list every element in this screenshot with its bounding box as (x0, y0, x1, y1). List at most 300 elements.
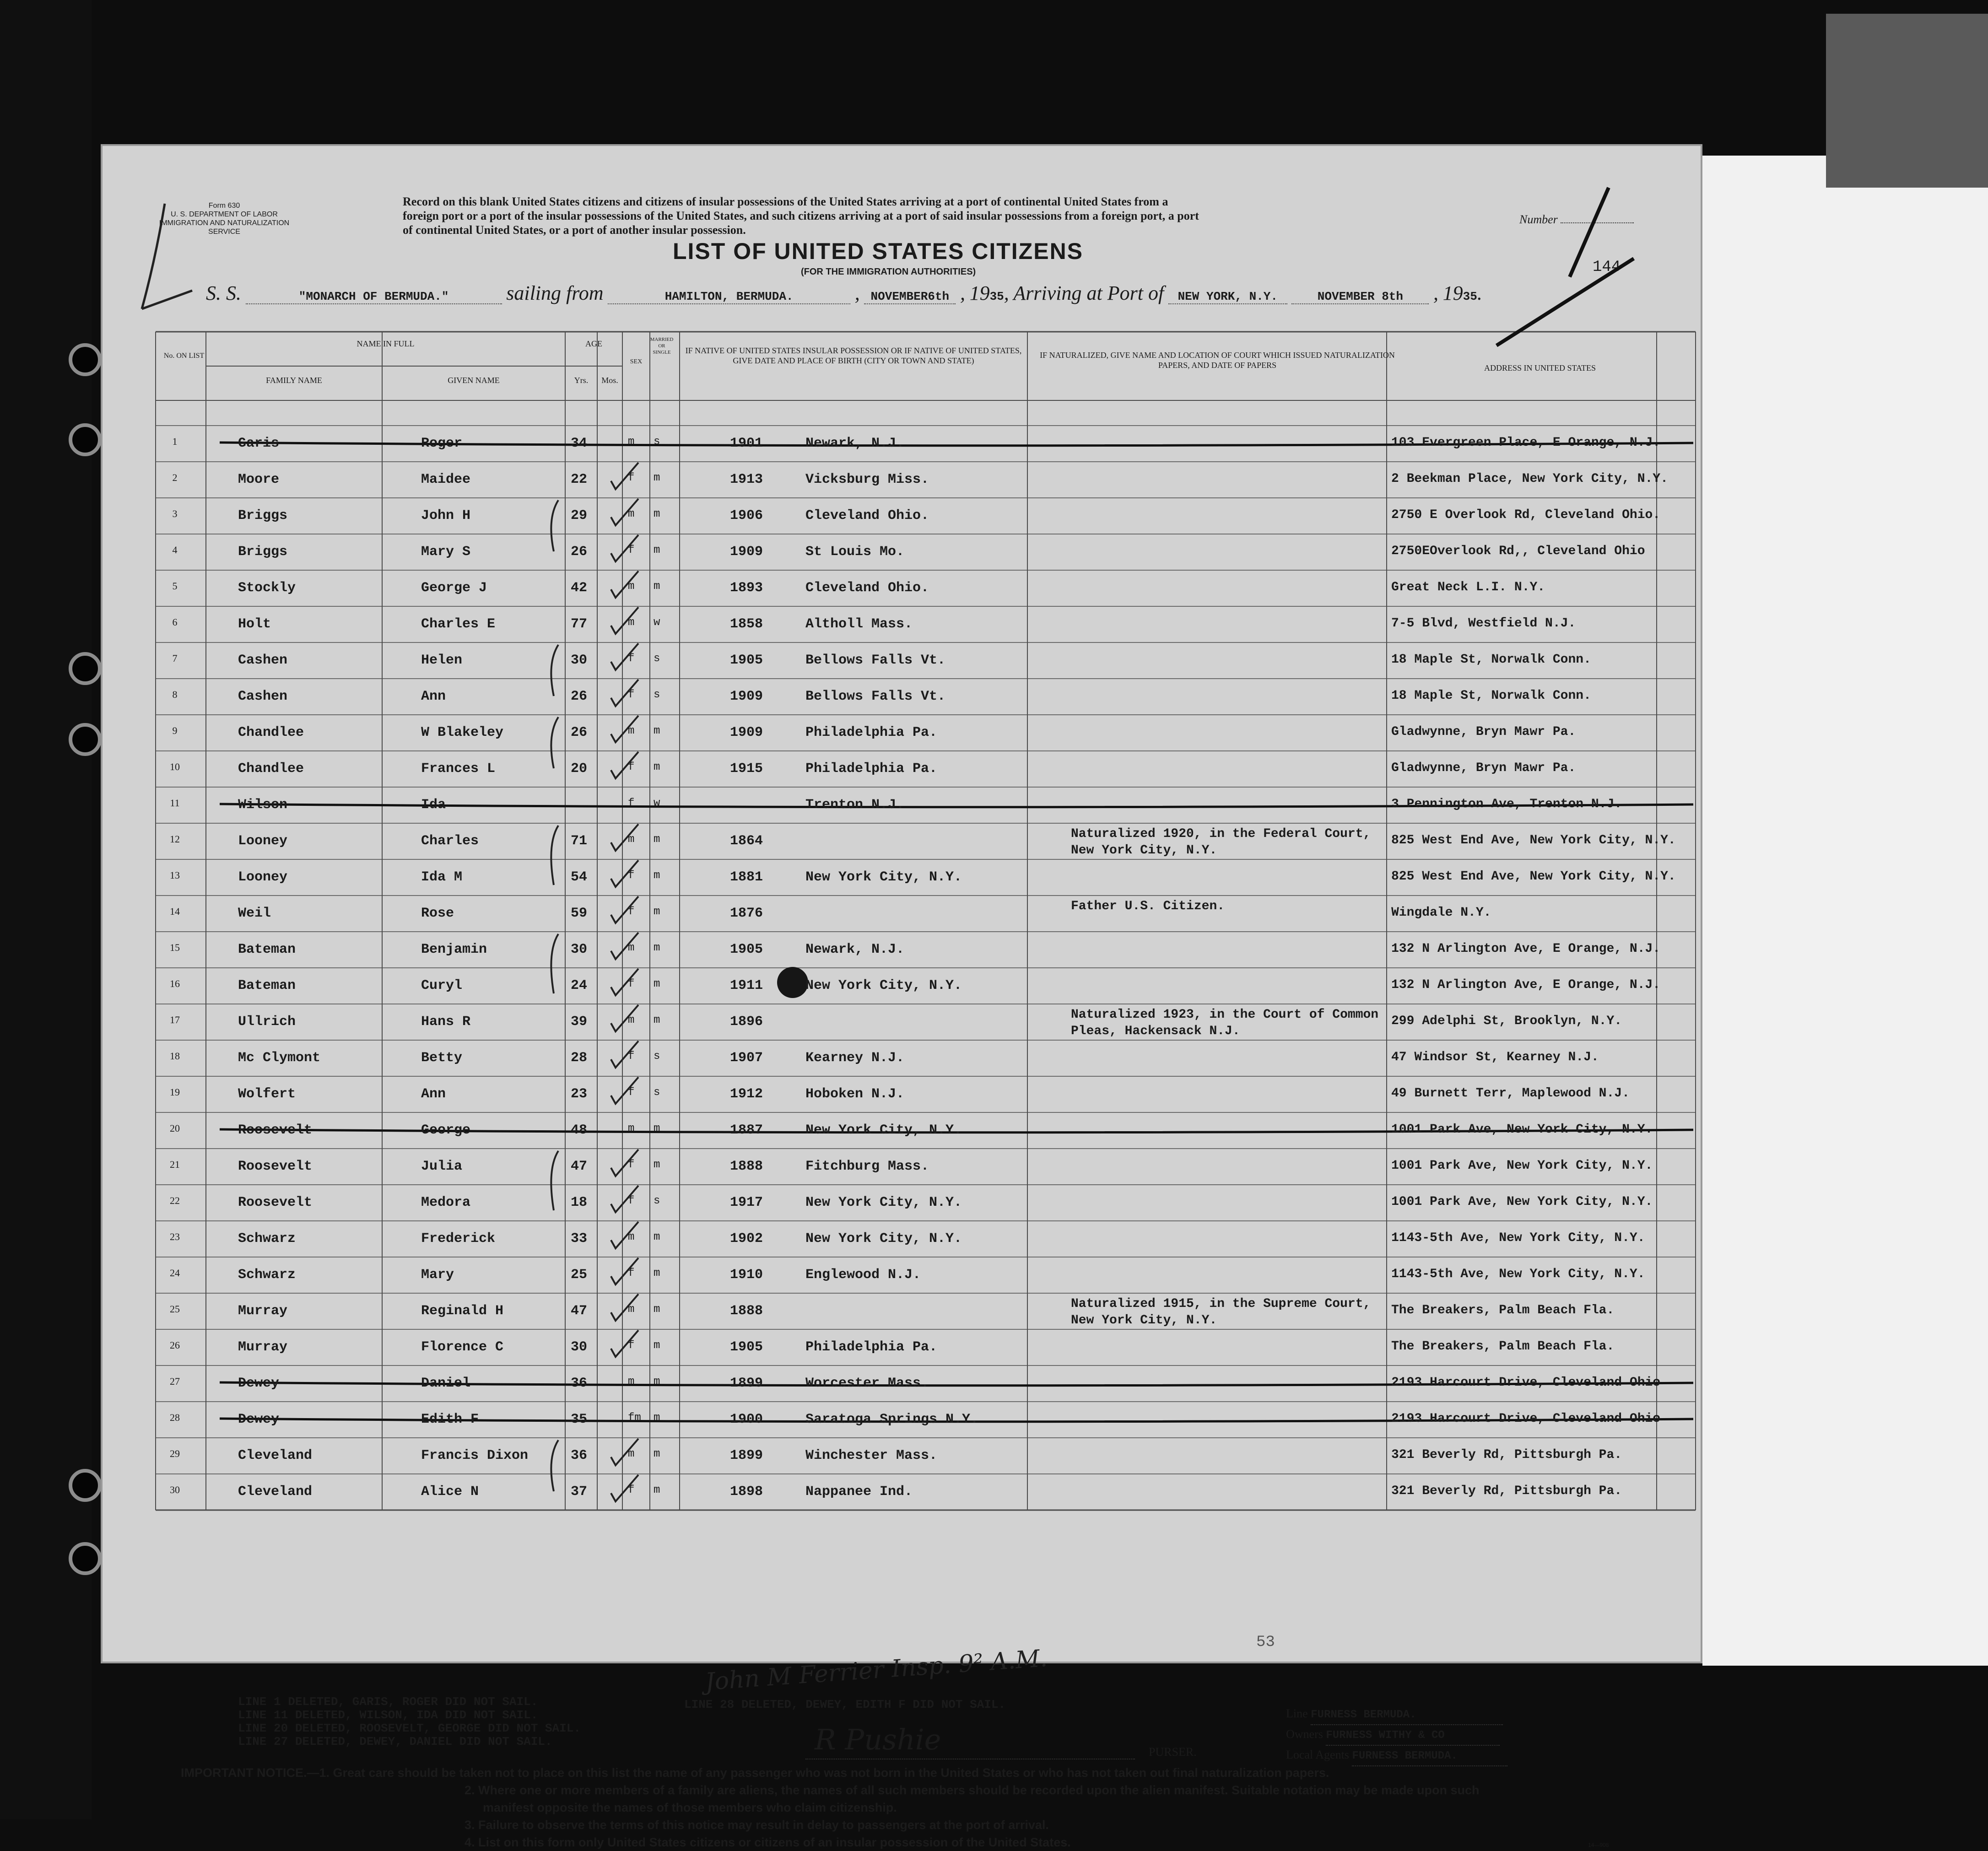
cell-yrs: 30 (571, 942, 588, 957)
cell-no: 17 (170, 1014, 180, 1025)
cell-family: Garis (238, 436, 280, 451)
cell-address: 2 Beekman Place, New York City, N.Y. (1391, 472, 1668, 486)
cell-year: 1896 (730, 1014, 763, 1030)
cell-family: Chandlee (238, 761, 304, 777)
cell-sex: f (628, 978, 635, 990)
cell-sex: f (628, 1267, 635, 1279)
cell-sex: f (628, 1339, 635, 1352)
cell-family: Briggs (238, 544, 288, 560)
cell-sex: m (628, 1303, 635, 1316)
cell-address: 3 Pennington Ave, Trenton N.J. (1391, 797, 1622, 811)
cell-address: 1143-5th Ave, New York City, N.Y. (1391, 1267, 1645, 1281)
department-name: U. S. DEPARTMENT OF LABOR (171, 210, 278, 218)
col-header-family-name: FAMILY NAME (266, 376, 322, 385)
cell-family: Cashen (238, 689, 288, 704)
page-subtitle: (FOR THE IMMIGRATION AUTHORITIES) (801, 267, 976, 277)
cell-family: Cashen (238, 653, 288, 668)
cell-ms: w (654, 797, 660, 809)
cell-address: 1001 Park Ave, New York City, N.Y. (1391, 1159, 1653, 1173)
cell-no: 12 (170, 833, 180, 845)
cell-naturalized: Naturalized 1923, in the Court of Common Pleas, Hackensack N.J. (1071, 1008, 1379, 1038)
cell-ms: m (654, 869, 660, 882)
cell-year: 1898 (730, 1484, 763, 1500)
cell-no: 6 (172, 616, 178, 628)
cell-family: Briggs (238, 508, 288, 523)
cell-address: 825 West End Ave, New York City, N.Y. (1391, 833, 1676, 847)
binder-hole (69, 723, 102, 756)
cell-year: 1864 (730, 833, 763, 849)
cell-given: Curyl (421, 978, 463, 993)
cell-address: 1143-5th Ave, New York City, N.Y. (1391, 1231, 1645, 1245)
cell-sex: f (628, 689, 635, 701)
cell-sex: f (628, 761, 635, 773)
cell-address: 18 Maple St, Norwalk Conn. (1391, 653, 1591, 667)
sailing-label: sailing from (506, 282, 604, 304)
cell-given: George (421, 1122, 471, 1138)
cell-sex: m (628, 1014, 635, 1026)
cell-place: Hoboken N.J. (805, 1086, 905, 1102)
notice-item: 3. Failure to observe the terms of this notice may result in delay to passengers at the port of arrival. (465, 1818, 1049, 1832)
cell-yrs: 77 (571, 616, 588, 632)
cell-given: Betty (421, 1050, 463, 1066)
cell-no: 25 (170, 1303, 180, 1315)
cell-given: Daniel (421, 1376, 471, 1391)
cell-year: 1881 (730, 869, 763, 885)
cell-place: New York City, N.Y. (805, 1231, 962, 1247)
cell-family: Cleveland (238, 1484, 313, 1500)
cell-yrs: 22 (571, 472, 588, 487)
cell-no: 28 (170, 1412, 180, 1423)
cell-sex: m (628, 725, 635, 737)
cell-sex: f (628, 906, 635, 918)
cell-year: 1858 (730, 616, 763, 632)
preamble-line: of continental United States, or a port of another insular possession. (403, 223, 746, 237)
cell-no: 10 (170, 761, 180, 772)
cell-no: 23 (170, 1231, 180, 1242)
cell-no: 22 (170, 1195, 180, 1206)
cell-sex: m (628, 508, 635, 520)
cell-place: Saratoga Springs N.Y. (805, 1412, 979, 1427)
col-header-age: AGE (585, 339, 602, 348)
cell-given: Edith F (421, 1412, 479, 1427)
cell-address: 2193 Harcourt Drive, Cleveland Ohio (1391, 1376, 1661, 1390)
cell-address: The Breakers, Palm Beach Fla. (1391, 1339, 1615, 1354)
cell-yrs: 48 (571, 1122, 588, 1138)
departure-year: 35 (989, 290, 1004, 303)
cell-family: Schwarz (238, 1267, 296, 1283)
cell-address: 1001 Park Ave, New York City, N.Y. (1391, 1122, 1653, 1137)
cell-yrs: 54 (571, 869, 588, 885)
departure-date: NOVEMBER6th (864, 290, 956, 304)
cell-place: Altholl Mass. (805, 616, 913, 632)
cell-family: Cleveland (238, 1448, 313, 1463)
cell-address: 299 Adelphi St, Brooklyn, N.Y. (1391, 1014, 1622, 1028)
binder-hole (69, 1542, 102, 1575)
cell-sex: f (628, 653, 635, 665)
cell-family: Moore (238, 472, 280, 487)
preamble-line: Record on this blank United States citizens and citizens of insular possessions of the United States arriving at a port of continental United States from a (403, 195, 1168, 208)
cell-family: Murray (238, 1303, 288, 1319)
cell-yrs: 18 (571, 1195, 588, 1210)
col-header-name: NAME IN FULL (357, 339, 415, 348)
cell-address: 1001 Park Ave, New York City, N.Y. (1391, 1195, 1653, 1209)
cell-ms: m (654, 1339, 660, 1352)
cell-given: Hans R (421, 1014, 471, 1030)
line-label: Line (1286, 1707, 1308, 1720)
number-label: Number (1519, 213, 1558, 226)
margin-note: 53 (1256, 1634, 1275, 1651)
line-value: FURNESS BERMUDA. (1311, 1706, 1503, 1725)
cell-address: 47 Windsor St, Kearney N.J. (1391, 1050, 1599, 1064)
cell-ms: m (654, 725, 660, 737)
cell-no: 3 (172, 508, 178, 519)
cell-place: Worcester Mass. (805, 1376, 929, 1391)
cell-year: 1887 (730, 1122, 763, 1138)
cell-year: 1899 (730, 1448, 763, 1463)
cell-yrs: 47 (571, 1303, 588, 1319)
cell-given: Ida M (421, 869, 463, 885)
important-notice (181, 1764, 1691, 1851)
cell-naturalized: Naturalized 1915, in the Supreme Court, New York City, N.Y. (1071, 1297, 1371, 1328)
agents-value: FURNESS BERMUDA. (1352, 1747, 1507, 1766)
notice-item: 4. List on this form only United States citizens or citizens of an insular possession of the United States. (465, 1835, 1071, 1849)
cell-yrs: 25 (571, 1267, 588, 1283)
year-prefix: 19 (969, 282, 990, 304)
cell-sex: f (628, 1484, 635, 1496)
cell-no: 8 (172, 689, 178, 700)
scan-edge (1826, 14, 1988, 188)
bracket-mark (551, 500, 558, 551)
cell-no: 24 (170, 1267, 180, 1279)
cell-year: 1899 (730, 1376, 763, 1391)
col-header-address: ADDRESS IN UNITED STATES (1484, 363, 1596, 372)
cell-yrs: 26 (571, 544, 588, 560)
deletion-note: LINE 11 DELETED, WILSON, IDA DID NOT SAIL. (238, 1708, 538, 1722)
cell-place: Newark, N.J. (805, 942, 905, 957)
cell-address: 132 N Arlington Ave, E Orange, N.J. (1391, 942, 1661, 956)
cell-sex: f (628, 869, 635, 882)
cell-place: Bellows Falls Vt. (805, 689, 946, 704)
cell-ms: m (654, 1231, 660, 1243)
cell-no: 26 (170, 1339, 180, 1351)
pen-mark (142, 204, 192, 309)
bracket-mark (551, 826, 558, 885)
cell-address: 2193 Harcourt Drive, Cleveland Ohio (1391, 1412, 1661, 1426)
cell-sex: m (628, 436, 635, 448)
cell-given: W Blakeley (421, 725, 504, 740)
purser-label: PURSER. (1149, 1745, 1197, 1759)
binder-hole (69, 423, 102, 456)
cell-yrs: 26 (571, 689, 588, 704)
cell-sex: f (628, 1159, 635, 1171)
cell-address: 132 N Arlington Ave, E Orange, N.J. (1391, 978, 1661, 992)
cell-place: Cleveland Ohio. (805, 508, 929, 523)
cell-family: Holt (238, 616, 271, 632)
cell-ms: m (654, 544, 660, 556)
arriving-label: Arriving at Port of (1013, 282, 1164, 304)
ship-company-info (1286, 1705, 1507, 1766)
cell-given: George J (421, 580, 487, 596)
cell-no: 1 (172, 436, 178, 447)
cell-address: 2750 E Overlook Rd, Cleveland Ohio. (1391, 508, 1661, 522)
notice-heading: IMPORTANT NOTICE. (181, 1766, 307, 1780)
cell-family: Dewey (238, 1412, 280, 1427)
cell-ms: m (654, 1267, 660, 1279)
cell-family: Stockly (238, 580, 296, 596)
cell-no: 7 (172, 653, 178, 664)
cell-no: 21 (170, 1159, 180, 1170)
page-number: 144 (1593, 259, 1621, 276)
cell-yrs: 24 (571, 978, 588, 993)
cell-year: 1909 (730, 725, 763, 740)
cell-address: Gladwynne, Bryn Mawr Pa. (1391, 761, 1576, 775)
purser-signature: R Pushie (815, 1723, 941, 1756)
agents-label: Local Agents (1286, 1748, 1349, 1761)
cell-place: Philadelphia Pa. (805, 761, 938, 777)
col-header-marital: MARRIED OR SINGLE (650, 337, 674, 355)
cell-ms: w (654, 616, 660, 629)
deletion-note: LINE 20 DELETED, ROOSEVELT, GEORGE DID NOT SAIL. (238, 1721, 581, 1735)
cell-given: Medora (421, 1195, 471, 1210)
col-header-sex: SEX (630, 358, 643, 365)
departure-port: HAMILTON, BERMUDA. (608, 290, 850, 304)
cell-no: 4 (172, 544, 178, 556)
cell-address: Wingdale N.Y. (1391, 906, 1491, 920)
binder-hole (69, 1469, 102, 1502)
cell-no: 14 (170, 906, 180, 917)
cell-place: Vicksburg Miss. (805, 472, 929, 487)
bracket-mark (551, 1440, 558, 1491)
cell-family: Mc Clymont (238, 1050, 321, 1066)
cell-year: 1917 (730, 1195, 763, 1210)
cell-place: Winchester Mass. (805, 1448, 938, 1463)
cell-given: Francis Dixon (421, 1448, 529, 1463)
cell-address: Gladwynne, Bryn Mawr Pa. (1391, 725, 1576, 739)
cell-family: Weil (238, 906, 271, 921)
cell-sex: m (628, 1448, 635, 1460)
cell-sex: m (628, 1376, 635, 1388)
cell-sex: fm (628, 1412, 641, 1424)
bracket-mark (551, 645, 558, 696)
pen-mark (1496, 188, 1634, 345)
cell-naturalized: Naturalized 1920, in the Federal Court, New York City, N.Y. (1071, 827, 1371, 858)
cell-place: Cleveland Ohio. (805, 580, 929, 596)
deletion-note: LINE 1 DELETED, GARIS, ROGER DID NOT SAIL. (238, 1695, 538, 1709)
cell-place: Philadelphia Pa. (805, 725, 938, 740)
cell-year: 1905 (730, 1339, 763, 1355)
cell-yrs: 28 (571, 1050, 588, 1066)
cell-yrs: 29 (571, 508, 588, 523)
ss-label: S. S. (206, 282, 241, 304)
cell-ms: m (654, 942, 660, 954)
cell-given: Charles (421, 833, 479, 849)
arrival-port: NEW YORK, N.Y. (1168, 290, 1287, 304)
cell-ms: s (654, 1050, 660, 1063)
cell-no: 27 (170, 1376, 180, 1387)
cell-place: Nappanee Ind. (805, 1484, 913, 1500)
cell-yrs: 59 (571, 906, 588, 921)
cell-year: 1905 (730, 653, 763, 668)
cell-sex: f (628, 1195, 635, 1207)
manifest-page (101, 144, 1702, 1849)
col-header-given-name: GIVEN NAME (448, 376, 500, 385)
cell-sex: m (628, 1122, 635, 1135)
cell-no: 30 (170, 1484, 180, 1495)
cell-ms: s (654, 436, 660, 448)
cell-given: Florence C (421, 1339, 504, 1355)
cell-place: New York City, N.Y. (805, 1122, 962, 1138)
cell-yrs: 71 (571, 833, 588, 849)
cell-ms: m (654, 1376, 660, 1388)
notice-item: 2. Where one or more members of a family are aliens, the names of all such members should be recorded upon the alien manifest. Suitable notation may be made upon such (465, 1783, 1480, 1797)
cell-year: 1902 (730, 1231, 763, 1247)
cell-sex: m (628, 833, 635, 846)
bracket-mark (551, 1151, 558, 1210)
cell-family: Ullrich (238, 1014, 296, 1030)
cell-given: Julia (421, 1159, 463, 1174)
cell-address: 103 Evergreen Place, E Orange, N.J. (1391, 436, 1661, 450)
cell-family: Chandlee (238, 725, 304, 740)
cell-ms: m (654, 1412, 660, 1424)
cell-family: Bateman (238, 978, 296, 993)
cell-yrs: 36 (571, 1448, 588, 1463)
cell-family: Bateman (238, 942, 296, 957)
binder-hole (69, 652, 102, 685)
cell-ms: s (654, 1086, 660, 1099)
cell-yrs: 37 (571, 1484, 588, 1500)
cell-ms: s (654, 689, 660, 701)
cell-given: Frederick (421, 1231, 496, 1247)
owners-value: FURNESS WITHY & CO (1326, 1727, 1500, 1746)
cell-family: Roosevelt (238, 1159, 313, 1174)
cell-given: Reginald H (421, 1303, 504, 1319)
cell-family: Roosevelt (238, 1195, 313, 1210)
cell-family: Looney (238, 833, 288, 849)
notice-item: —1. Great care should be taken not to place on this list the name of any passenger who was not born in the United States or who has not taken out final naturalization papers. (307, 1766, 1329, 1780)
cell-given: Alice N (421, 1484, 479, 1500)
cell-ms: m (654, 1484, 660, 1496)
voyage-line: S. S. "MONARCH OF BERMUDA." sailing from HAMILTON, BERMUDA. , NOVEMBER6th , 1935, Arriving at Port of NEW YORK, N.Y. NOVEMBER 8th , 1935. (206, 282, 1482, 304)
cell-given: Roger (421, 436, 463, 451)
cell-year: 1907 (730, 1050, 763, 1066)
cell-yrs: 36 (571, 1376, 588, 1391)
cell-sex: m (628, 616, 635, 629)
cell-yrs: 30 (571, 653, 588, 668)
binder-hole (69, 343, 102, 376)
cell-given: Mary (421, 1267, 454, 1283)
cell-given: Ida (421, 797, 446, 813)
cell-address: 321 Beverly Rd, Pittsburgh Pa. (1391, 1448, 1622, 1462)
cell-ms: m (654, 508, 660, 520)
cell-yrs: 34 (571, 436, 588, 451)
cell-yrs: 39 (571, 1014, 588, 1030)
cell-family: Wilson (238, 797, 288, 813)
col-header-number: No. ON LIST (163, 352, 205, 360)
cell-place: Newark, N.J. (805, 436, 905, 451)
cell-ms: m (654, 1303, 660, 1316)
col-header-naturalized: IF NATURALIZED, GIVE NAME AND LOCATION OF COURT WHICH ISSUED NATURALIZATION PAPERS, AND DATE OF PAPERS (1040, 351, 1395, 370)
cell-ms: m (654, 978, 660, 990)
cell-given: Mary S (421, 544, 471, 560)
deletion-notes (238, 1695, 581, 1748)
cell-year: 1910 (730, 1267, 763, 1283)
cell-given: Frances L (421, 761, 496, 777)
cell-year: 1888 (730, 1303, 763, 1319)
cell-year: 1906 (730, 508, 763, 523)
col-header-months: Mos. (601, 376, 618, 385)
inspector-signature: John M Ferrier Insp. 9² A.M. (704, 1644, 1048, 1696)
deletion-note: LINE 28 DELETED, DEWEY, EDITH F DID NOT SAIL. (684, 1698, 1006, 1711)
cell-yrs: 47 (571, 1159, 588, 1174)
cell-yrs: 20 (571, 761, 588, 777)
cell-ms: m (654, 472, 660, 484)
cell-address: 825 West End Ave, New York City, N.Y. (1391, 869, 1676, 884)
arrival-year: 35 (1463, 290, 1477, 303)
cell-year: 1905 (730, 942, 763, 957)
cell-yrs: 26 (571, 725, 588, 740)
cell-sex: f (628, 544, 635, 556)
cell-place: Englewood N.J. (805, 1267, 921, 1283)
cell-year: 1893 (730, 580, 763, 596)
cell-place: New York City, N.Y. (805, 978, 962, 993)
cell-ms: m (654, 906, 660, 918)
cell-given: Helen (421, 653, 463, 668)
cell-family: Schwarz (238, 1231, 296, 1247)
cell-family: Roosevelt (238, 1122, 313, 1138)
cell-ms: m (654, 580, 660, 593)
cell-place: Kearney N.J. (805, 1050, 905, 1066)
bracket-mark (551, 717, 558, 768)
ink-blot (777, 967, 808, 998)
cell-address: 49 Burnett Terr, Maplewood N.J. (1391, 1086, 1630, 1101)
cell-place: Philadelphia Pa. (805, 1339, 938, 1355)
cell-sex: f (628, 1050, 635, 1063)
cell-ms: m (654, 833, 660, 846)
cell-address: 7-5 Blvd, Westfield N.J. (1391, 616, 1576, 631)
cell-sex: f (628, 472, 635, 484)
print-code: 14—908 (1588, 1842, 1609, 1848)
cell-year: 1888 (730, 1159, 763, 1174)
cell-sex: m (628, 1231, 635, 1243)
cell-address: Great Neck L.I. N.Y. (1391, 580, 1545, 594)
cell-no: 19 (170, 1086, 180, 1098)
cell-sex: f (628, 1086, 635, 1099)
cell-place: New York City, N.Y. (805, 869, 962, 885)
cell-given: John H (421, 508, 471, 523)
cell-given: Rose (421, 906, 454, 921)
cell-sex: m (628, 580, 635, 593)
cell-given: Ann (421, 1086, 446, 1102)
preamble-line: foreign port or a port of the insular possessions of the United States, and such citizens arriving at a port of said insular possessions from a foreign port, a port (403, 209, 1199, 222)
notice-item: manifest opposite the names of those members who claim citizenship. (483, 1801, 897, 1814)
cell-no: 16 (170, 978, 180, 989)
cell-ms: m (654, 1014, 660, 1026)
cell-place: St Louis Mo. (805, 544, 905, 560)
cell-year: 1913 (730, 472, 763, 487)
cell-year: 1901 (730, 436, 763, 451)
backing-sheet (1702, 156, 1988, 1666)
page-title: LIST OF UNITED STATES CITIZENS (673, 238, 1084, 264)
ship-name: "MONARCH OF BERMUDA." (246, 290, 502, 304)
cell-ms: m (654, 1159, 660, 1171)
cell-year: 1900 (730, 1412, 763, 1427)
cell-no: 18 (170, 1050, 180, 1062)
service-name: IMMIGRATION AND NATURALIZATION SERVICE (159, 219, 290, 236)
cell-year: 1915 (730, 761, 763, 777)
cell-year: 1912 (730, 1086, 763, 1102)
cell-family: Murray (238, 1339, 288, 1355)
arrival-date: NOVEMBER 8th (1291, 290, 1429, 304)
